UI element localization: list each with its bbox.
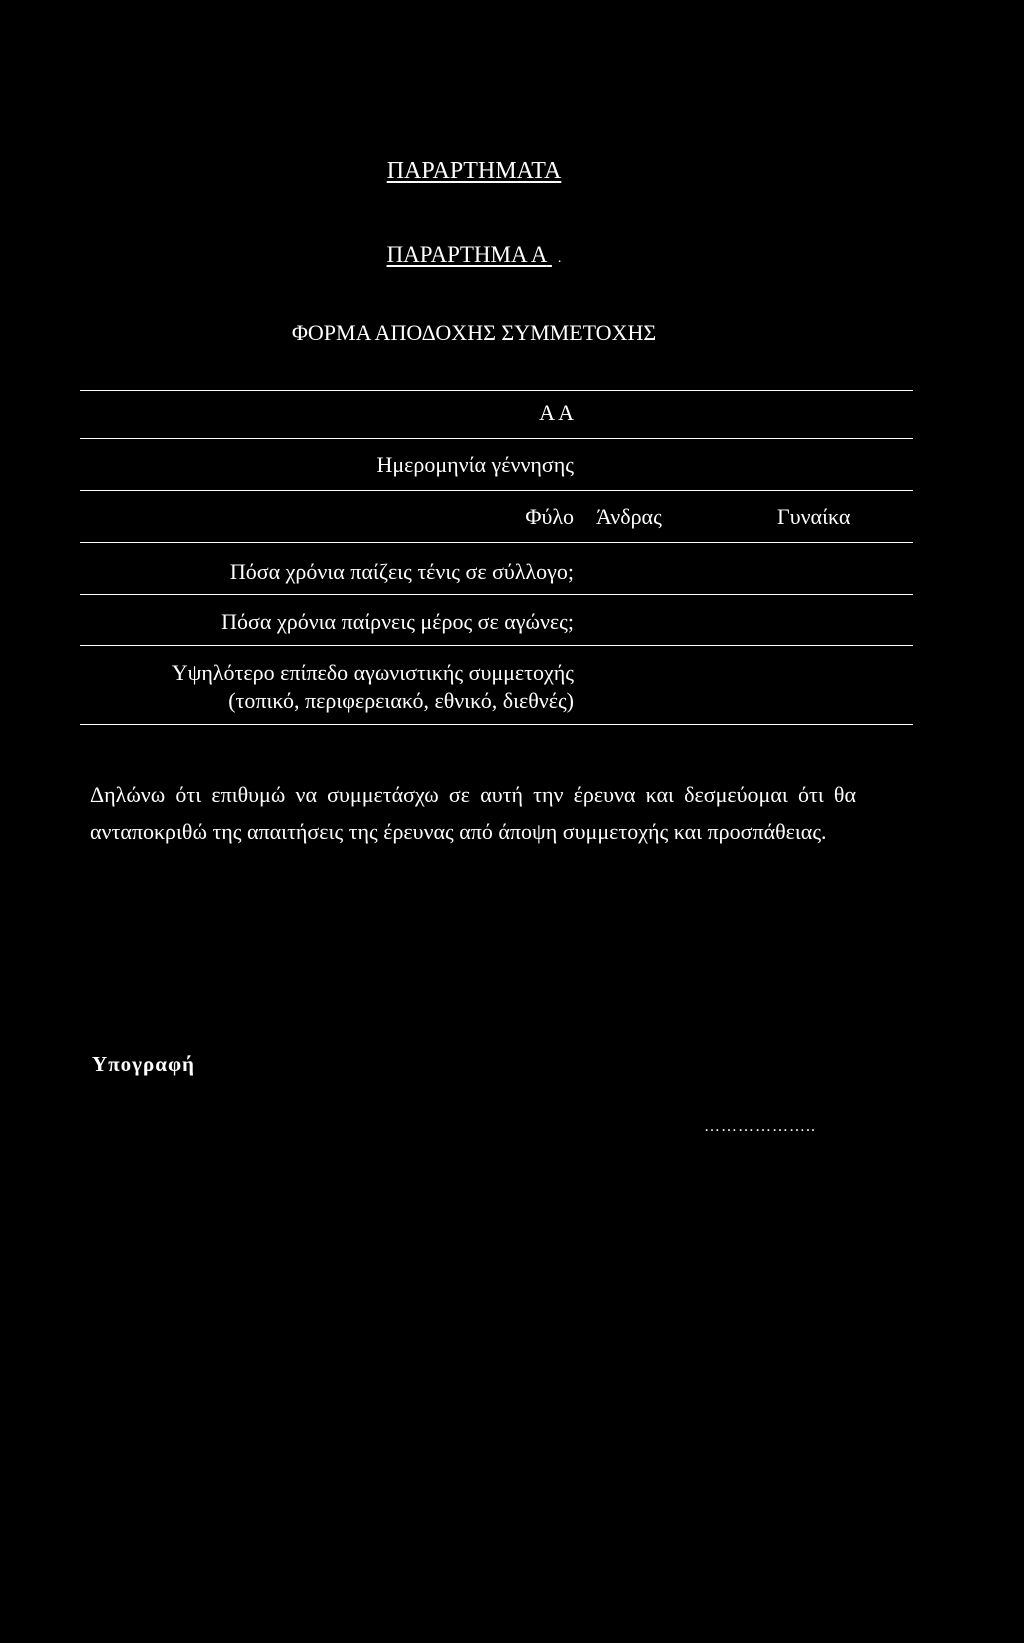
declaration-text: Δηλώνω ότι επιθυμώ να συμμετάσχω σε αυτή την έρευνα και δεσμεύομαι ότι θα ανταποκριθώ της απαιτήσεις της έρευνας από άποψη συμμετοχής και προσπάθειας. — [90, 782, 856, 844]
form-title: ΦΟΡΜΑ ΑΠΟΔΟΧΗΣ ΣΥΜΜΕΤΟΧΗΣ — [291, 320, 657, 345]
appendix-mark: . — [557, 251, 562, 266]
field-label-birthdate: Ημερομηνία γέννησης — [376, 452, 574, 477]
appendix-title-text: ΠΑΡΑΡΤΗΜΑ Α — [386, 242, 547, 267]
field-label-club-years: Πόσα χρόνια παίζεις τένις σε σύλλογο; — [229, 559, 574, 584]
field-label-competition-years: Πόσα χρόνια παίρνεις μέρος σε αγώνες; — [221, 609, 574, 634]
field-label-gender: Φύλο — [525, 504, 574, 529]
field-input-id[interactable] — [80, 438, 913, 439]
appendix-title — [0, 242, 948, 268]
signature-line[interactable]: ……………….. — [704, 1118, 816, 1135]
gender-option-male[interactable]: Άνδρας — [596, 504, 662, 529]
field-rule-gender — [80, 542, 913, 543]
signature-label: Υπογραφή — [92, 1052, 195, 1076]
gender-option-female[interactable]: Γυναίκα — [777, 504, 851, 529]
field-label-highest-level-line2: (τοπικό, περιφερειακό, εθνικό, διεθνές) — [228, 688, 574, 713]
field-input-club-years[interactable] — [80, 594, 913, 595]
page-title: ΠΑΡΑΡΤΗΜΑΤΑ — [386, 158, 562, 184]
form-rule-top — [80, 390, 913, 391]
field-label-highest-level-line1: Υψηλότερο επίπεδο αγωνιστικής συμμετοχής — [171, 660, 574, 685]
field-input-highest-level[interactable] — [80, 724, 913, 725]
field-input-competition-years[interactable] — [80, 645, 913, 646]
field-label-id: Α Α — [539, 400, 574, 425]
field-input-birthdate[interactable] — [80, 490, 913, 491]
